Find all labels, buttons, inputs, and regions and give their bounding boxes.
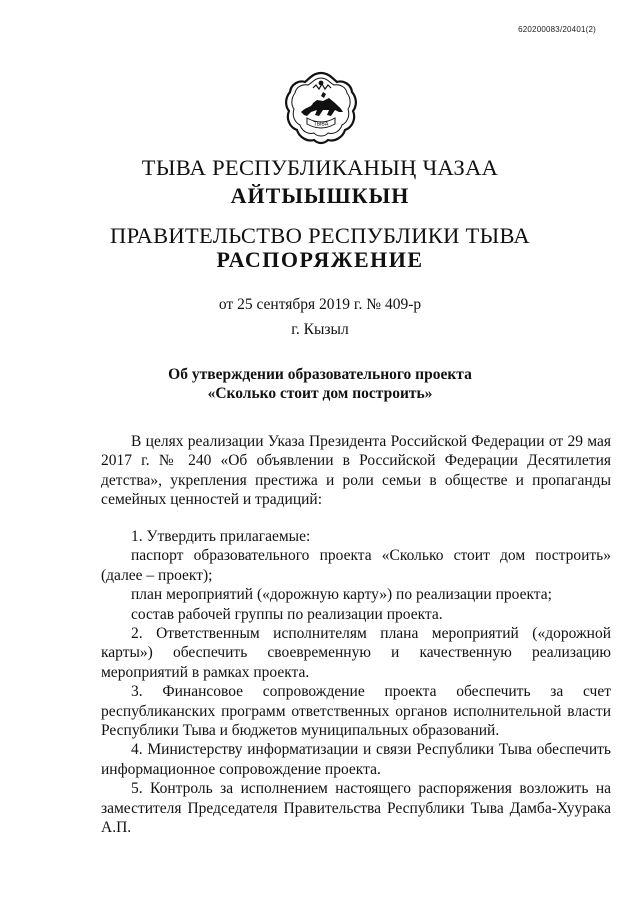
subject-line-2: «Сколько стоит дом построить» [207,385,433,402]
order-date-number: от 25 сентября 2019 г. № 409-р [218,296,422,313]
tuva-emblem-icon [283,70,359,146]
preamble [101,432,611,510]
emblem-label: ТЫВА [313,121,329,128]
document-code: 620200083/20401(2) [518,25,596,34]
russian-order-title: РАСПОРЯЖЕНИЕ [216,247,424,272]
order-items [101,527,611,838]
item-4: 4. Министерству информатизации и связи Республики Тыва обеспечить информационное сопровождение проекта. [101,741,611,778]
order-subject [0,365,640,403]
russian-government-title: ПРАВИТЕЛЬСТВО РЕСПУБЛИКИ ТЫВА [110,223,530,248]
item-1-working-group: состав рабочей группы по реализации проекта. [131,605,443,623]
preamble-paragraph: В целях реализации Указа Президента Российской Федерации от 29 мая 2017 г. № 240 «Об объявлении в Российской Федерации Десятилетия детства», укрепления престижа и роли семьи в обществе и пропаганды семейных ценностей и традиций: [101,433,611,509]
order-place: г. Кызыл [291,321,349,338]
item-1-roadmap: план мероприятий («дорожную карту») по реализации проекта; [131,586,552,604]
item-5: 5. Контроль за исполнением настоящего распоряжения возложить на заместителя Председателя Правительства Республики Тыва Дамба-Хуурака А.П. [101,780,611,837]
item-1-heading: 1. Утвердить прилагаемые: [131,528,311,545]
item-3: 3. Финансовое сопровождение проекта обеспечить за счет республиканских программ ответственных органов исполнительной власти Республики Тыва и бюджетов муниципальных образований. [101,683,611,740]
tuva-order-title: АЙТЫЫШКЫН [230,183,410,208]
item-2: 2. Ответственным исполнителям плана мероприятий («дорожной карты») обеспечить своевременную и качественную реализацию мероприятий в рамках проекта. [101,625,611,681]
item-1-passport: паспорт образовательного проекта «Сколько стоит дом построить» (далее – проект); [101,547,611,584]
tuva-government-title: ТЫВА РЕСПУБЛИКАНЫҢ ЧАЗАА [141,155,499,180]
subject-line-1: Об утверждении образовательного проекта [168,366,472,383]
